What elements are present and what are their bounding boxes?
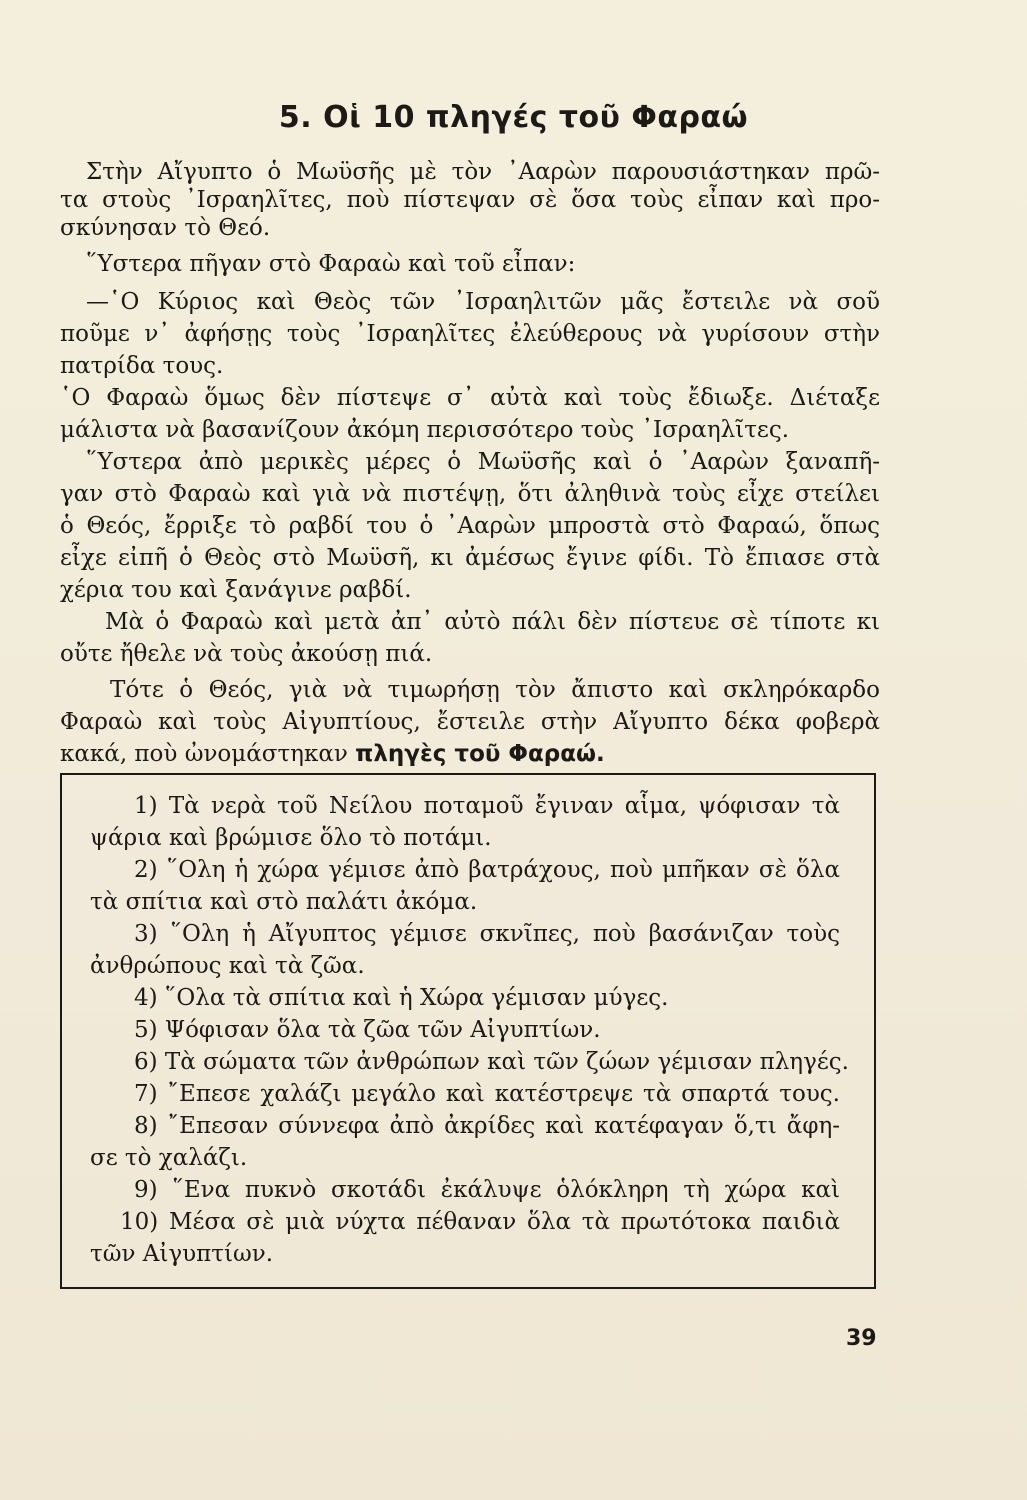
text-line: μάλιστα νὰ βασανίζουν ἀκόμη περισσότερο τοὺς ᾿Ισραηλῖτες.	[60, 417, 790, 443]
text-line	[60, 740, 880, 768]
text-line: χέρια του καὶ ξανάγινε ραβδί.	[60, 577, 412, 603]
plague-item: τὰ σπίτια καὶ στὸ παλάτι ἀκόμα.	[90, 889, 478, 915]
text-line: τα στοὺς ᾿Ισραηλῖτες, ποὺ πίστεψαν σὲ ὅσα τοὺς εἶπαν καὶ προ-	[60, 187, 880, 213]
text-line: ῾Ο Φαραὼ ὅμως δὲν πίστεψε σ᾿ αὐτὰ καὶ τοὺς ἔδιωξε. Διέταξε	[60, 385, 880, 411]
text-line: ποῦμε ν᾿ ἀφήσῃς τοὺς ᾿Ισραηλῖτες ἐλεύθερους νὰ γυρίσουν στὴν	[60, 321, 880, 347]
text-line: Φαραὼ καὶ τοὺς Αἰγυπτίους, ἔστειλε στὴν Αἴγυπτο δέκα φοβερὰ	[60, 709, 880, 735]
text-line: ῞Υστερα ἀπὸ μερικὲς μέρες ὁ Μωϋσῆς καὶ ὁ ᾿Ααρὼν ξαναπῆ-	[86, 449, 880, 475]
text-line: —῾Ο Κύριος καὶ Θεὸς τῶν ᾿Ισραηλιτῶν μᾶς ἔστειλε νὰ σοῦ	[86, 289, 880, 315]
plague-item: ψάρια καὶ βρώμισε ὅλο τὸ ποτάμι.	[90, 825, 492, 851]
emphasis-phrase: πληγὲς τοῦ Φαραώ.	[355, 741, 605, 767]
text-line: Στὴν Αἴγυπτο ὁ Μωϋσῆς μὲ τὸν ᾿Ααρὼν παρουσιάστηκαν πρῶ-	[86, 159, 880, 185]
text-line: πατρίδα τους.	[60, 353, 224, 379]
plague-item: 9) ῞Ενα πυκνὸ σκοτάδι ἐκάλυψε ὁλόκληρη τὴ χώρα καὶ	[134, 1177, 840, 1203]
page-number: 39	[846, 1326, 877, 1351]
plague-item: τῶν Αἰγυπτίων.	[90, 1241, 274, 1267]
text-line: Τότε ὁ Θεός, γιὰ νὰ τιμωρήσῃ τὸν ἄπιστο καὶ σκληρόκαρδο	[110, 677, 880, 703]
text-line: ῞Υστερα πῆγαν στὸ Φαραὼ καὶ τοῦ εἶπαν:	[86, 251, 576, 277]
plague-item: ἀνθρώπους καὶ τὰ ζῶα.	[90, 953, 365, 979]
plague-item: 10) Μέσα σὲ μιὰ νύχτα πέθαναν ὅλα τὰ πρωτότοκα παιδιὰ	[120, 1209, 840, 1235]
text-line: εἶχε εἰπῆ ὁ Θεὸς στὸ Μωϋσῆ, κι ἀμέσως ἔγινε φίδι. Τὸ ἔπιασε στὰ	[60, 545, 880, 571]
text-line: γαν στὸ Φαραὼ καὶ γιὰ νὰ πιστέψῃ, ὅτι ἀληθινὰ τοὺς εἶχε στείλει	[60, 481, 880, 507]
plague-item: 4) ῞Ολα τὰ σπίτια καὶ ἡ Χώρα γέμισαν μύγες.	[134, 985, 669, 1011]
plague-item: 1) Τὰ νερὰ τοῦ Νείλου ποταμοῦ ἔγιναν αἷμα, ψόφισαν τὰ	[134, 793, 840, 819]
text-line: οὔτε ἤθελε νὰ τοὺς ἀκούσῃ πιά.	[60, 641, 433, 667]
text-line: σκύνησαν τὸ Θεό.	[60, 215, 271, 241]
plague-item: σε τὸ χαλάζι.	[90, 1145, 248, 1171]
text-line: ὁ Θεός, ἔρριξε τὸ ραβδί του ὁ ᾿Ααρὼν μπροστὰ στὸ Φαραώ, ὅπως	[60, 513, 880, 539]
text-line: Μὰ ὁ Φαραὼ καὶ μετὰ ἀπ᾿ αὐτὸ πάλι δὲν πίστευε σὲ τίποτε κι	[105, 609, 880, 635]
text-line-start: κακά, ποὺ ὠνομάστηκαν	[60, 741, 356, 767]
plague-item: 7) ῎Επεσε χαλάζι μεγάλο καὶ κατέστρεψε τὰ σπαρτά τους.	[134, 1081, 840, 1107]
plague-item: 5) Ψόφισαν ὅλα τὰ ζῶα τῶν Αἰγυπτίων.	[134, 1017, 601, 1043]
plague-item: 8) ῎Επεσαν σύννεφα ἀπὸ ἀκρίδες καὶ κατέφαγαν ὅ,τι ἄφη-	[134, 1113, 840, 1139]
plague-item: 6) Τὰ σώματα τῶν ἀνθρώπων καὶ τῶν ζώων γέμισαν πληγές.	[134, 1049, 849, 1075]
page-title: 5. Οἱ 10 πληγές τοῦ Φαραώ	[278, 100, 749, 135]
plague-item: 3) ῞Ολη ἡ Αἴγυπτος γέμισε σκνῖπες, ποὺ βασάνιζαν τοὺς	[134, 921, 840, 947]
plague-item: 2) ῞Ολη ἡ χώρα γέμισε ἀπὸ βατράχους, ποὺ μπῆκαν σὲ ὅλα	[134, 857, 840, 883]
